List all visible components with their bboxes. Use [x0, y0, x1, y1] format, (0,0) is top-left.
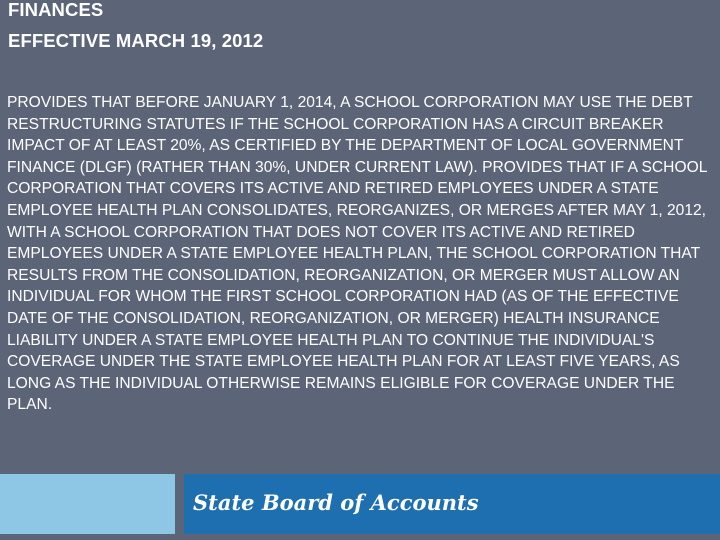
heading-line-finances: FINANCES: [8, 0, 104, 20]
heading-line-effective-date: EFFECTIVE MARCH 19, 2012: [8, 30, 264, 51]
footer-organization-title: State Board of Accounts: [193, 490, 479, 515]
slide-body-text: PROVIDES THAT BEFORE JANUARY 1, 2014, A SCHOOL CORPORATION MAY USE THE DEBT RESTRUCTURING STATUTES IF THE SCHOOL CORPORATION HAS A CIRCUIT BREAKER IMPACT OF AT LEAST 20%, AS CERTIFIED BY THE DEPARTMENT OF LOCAL GOVERNMENT FINANCE (DLGF) (RATHER THAN 30%, UNDER CURRENT LAW). PROVIDES THAT IF A SCHOOL CORPORATION THAT COVERS ITS ACTIVE AND RETIRED EMPLOYEES UNDER A STATE EMPLOYEE HEALTH PLAN CONSOLIDATES, REORGANIZES, OR MERGES AFTER MAY 1, 2012, WITH A SCHOOL CORPORATION THAT DOES NOT COVER ITS ACTIVE AND RETIRED EMPLOYEES UNDER A STATE EMPLOYEE HEALTH PLAN, THE SCHOOL CORPORATION THAT RESULTS FROM THE CONSOLIDATION, REORGANIZATION, OR MERGER MUST ALLOW AN INDIVIDUAL FOR WHOM THE FIRST SCHOOL CORPORATION HAD (AS OF THE EFFECTIVE DATE OF THE CONSOLIDATION, REORGANIZATION, OR MERGER) HEALTH INSURANCE LIABILITY UNDER A STATE EMPLOYEE HEALTH PLAN TO CONTINUE THE INDIVIDUAL'S COVERAGE UNDER THE STATE EMPLOYEE HEALTH PLAN FOR AT LEAST FIVE YEARS, AS LONG AS THE INDIVIDUAL OTHERWISE REMAINS ELIGIBLE FOR COVERAGE UNDER THE PLAN.: [7, 94, 707, 414]
slide-heading: [8, 0, 708, 56]
footer-accent-block-light: [0, 474, 175, 534]
